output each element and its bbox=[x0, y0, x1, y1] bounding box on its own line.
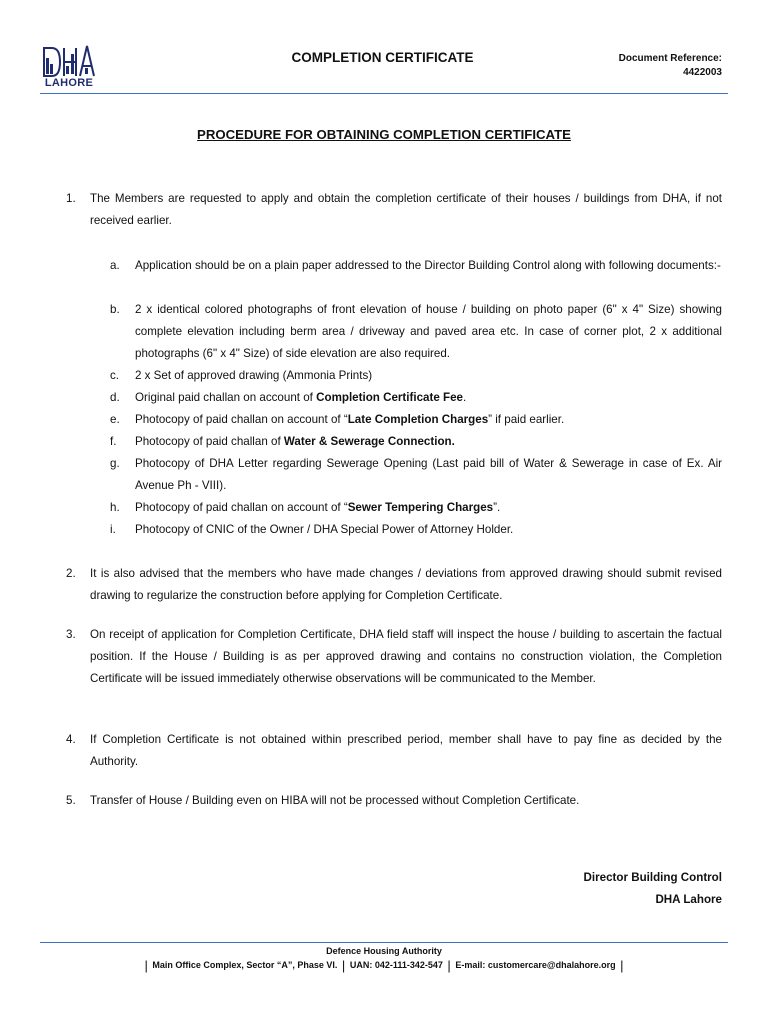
sub-item-letter: c. bbox=[110, 369, 120, 382]
document-reference bbox=[619, 52, 722, 80]
item-number: 5. bbox=[66, 794, 76, 807]
list-item-1 bbox=[66, 188, 722, 232]
sub-item-text bbox=[135, 409, 722, 431]
signatory-org: DHA Lahore bbox=[655, 893, 722, 906]
item-text: Transfer of House / Building even on HIBA will not be processed without Completion Certificate. bbox=[90, 794, 580, 807]
separator: | bbox=[144, 958, 148, 973]
sub-item-letter: g. bbox=[110, 457, 120, 470]
sub-item-text: Photocopy of DHA Letter regarding Sewerage Opening (Last paid bill of Water & Sewerage in case of Ex. Air Avenue Ph - VIII). bbox=[135, 457, 722, 492]
footer-email: E-mail: customercare@dhalahore.org bbox=[455, 960, 616, 970]
sub-item-letter: f. bbox=[110, 435, 117, 448]
signatory-title: Director Building Control bbox=[583, 871, 722, 884]
header-rule bbox=[40, 93, 728, 94]
item-number: 4. bbox=[66, 733, 76, 746]
sub-item-text bbox=[135, 497, 722, 519]
footer-rule bbox=[40, 942, 728, 943]
list-item-2 bbox=[66, 563, 722, 607]
sub-item-a bbox=[110, 255, 722, 277]
sub-item-c bbox=[110, 365, 722, 387]
item-text: The Members are requested to apply and obtain the completion certificate of their houses / buildings from DHA, if not received earlier. bbox=[90, 192, 722, 227]
list-item-3 bbox=[66, 624, 722, 690]
item-text: If Completion Certificate is not obtained within prescribed period, member shall have to pay fine as decided by the Authority. bbox=[90, 733, 722, 768]
list-item-4 bbox=[66, 729, 722, 773]
item-number: 3. bbox=[66, 628, 76, 641]
sub-item-letter: e. bbox=[110, 413, 120, 426]
item-text: On receipt of application for Completion Certificate, DHA field staff will inspect the house / building to ascertain the factual position. If the House / Building is as per approved drawing and contains no construction violation, the Completion Certificate will be issued immediately otherwise observations will be communicated to the Member. bbox=[90, 628, 722, 685]
sub-item-letter: a. bbox=[110, 259, 120, 272]
sub-item-text: Application should be on a plain paper addressed to the Director Building Control along with following documents:- bbox=[135, 259, 721, 272]
sub-item-text: 2 x Set of approved drawing (Ammonia Prints) bbox=[135, 369, 373, 382]
sub-item-h bbox=[110, 497, 722, 519]
item-number: 1. bbox=[66, 192, 76, 205]
header-title: COMPLETION CERTIFICATE bbox=[291, 50, 474, 65]
sub-item-e bbox=[110, 409, 722, 431]
sub-item-b bbox=[110, 299, 722, 365]
sub-item-g bbox=[110, 453, 722, 497]
footer-organization: Defence Housing Authority bbox=[326, 946, 442, 956]
dha-skyline-logo-icon bbox=[40, 40, 98, 78]
sub-item-text-pre: Photocopy of paid challan of bbox=[135, 435, 284, 448]
sub-item-text: Photocopy of CNIC of the Owner / DHA Special Power of Attorney Holder. bbox=[135, 523, 514, 536]
sub-item-letter: d. bbox=[110, 391, 120, 404]
sub-item-letter: i. bbox=[110, 523, 116, 536]
sub-item-letter: b. bbox=[110, 303, 120, 316]
sub-item-text-post: ”. bbox=[493, 501, 501, 514]
separator: | bbox=[447, 958, 451, 973]
sub-item-text-bold: Water & Sewerage Connection. bbox=[283, 435, 455, 448]
logo-text: LAHORE bbox=[44, 77, 94, 89]
footer-contact bbox=[0, 958, 768, 973]
doc-ref-number: 4422003 bbox=[683, 67, 722, 78]
sub-item-text-post: . bbox=[463, 391, 467, 404]
main-heading: PROCEDURE FOR OBTAINING COMPLETION CERTIFICATE bbox=[197, 127, 571, 142]
sub-item-f bbox=[110, 431, 722, 453]
list-item-5 bbox=[66, 790, 722, 812]
footer-address: Main Office Complex, Sector “A”, Phase VI. bbox=[152, 960, 338, 970]
sub-item-i bbox=[110, 519, 722, 541]
doc-ref-label: Document Reference: bbox=[618, 53, 722, 64]
sub-item-text-pre: Photocopy of paid challan on account of “ bbox=[135, 413, 348, 426]
sub-item-text-bold: Sewer Tempering Charges bbox=[347, 501, 494, 514]
sub-item-d bbox=[110, 387, 722, 409]
sub-item-letter: h. bbox=[110, 501, 120, 514]
separator: | bbox=[620, 958, 624, 973]
dha-logo bbox=[40, 40, 98, 90]
sub-item-text-bold: Completion Certificate Fee bbox=[316, 391, 463, 404]
sub-item-text-post: ” if paid earlier. bbox=[488, 413, 565, 426]
footer-uan: UAN: 042-111-342-547 bbox=[349, 960, 443, 970]
item-text: It is also advised that the members who have made changes / deviations from approved drawing should submit revised drawing to regularize the construction before applying for Completion Certificate. bbox=[90, 567, 722, 602]
item-number: 2. bbox=[66, 567, 76, 580]
separator: | bbox=[341, 958, 346, 973]
sub-item-text-bold: Late Completion Charges bbox=[347, 413, 489, 426]
sub-item-text-pre: Photocopy of paid challan on account of “ bbox=[135, 501, 348, 514]
sub-item-text: 2 x identical colored photographs of front elevation of house / building on photo paper (6" x 4" Size) showing complete elevation including berm area / driveway and paved area etc. In case of corner plot, 2 x additional photographs (6" x 4" Size) of side elevation are also required. bbox=[135, 303, 722, 360]
sub-item-text bbox=[135, 431, 722, 453]
sub-item-text bbox=[135, 387, 722, 409]
sub-item-text-pre: Original paid challan on account of bbox=[135, 391, 317, 404]
